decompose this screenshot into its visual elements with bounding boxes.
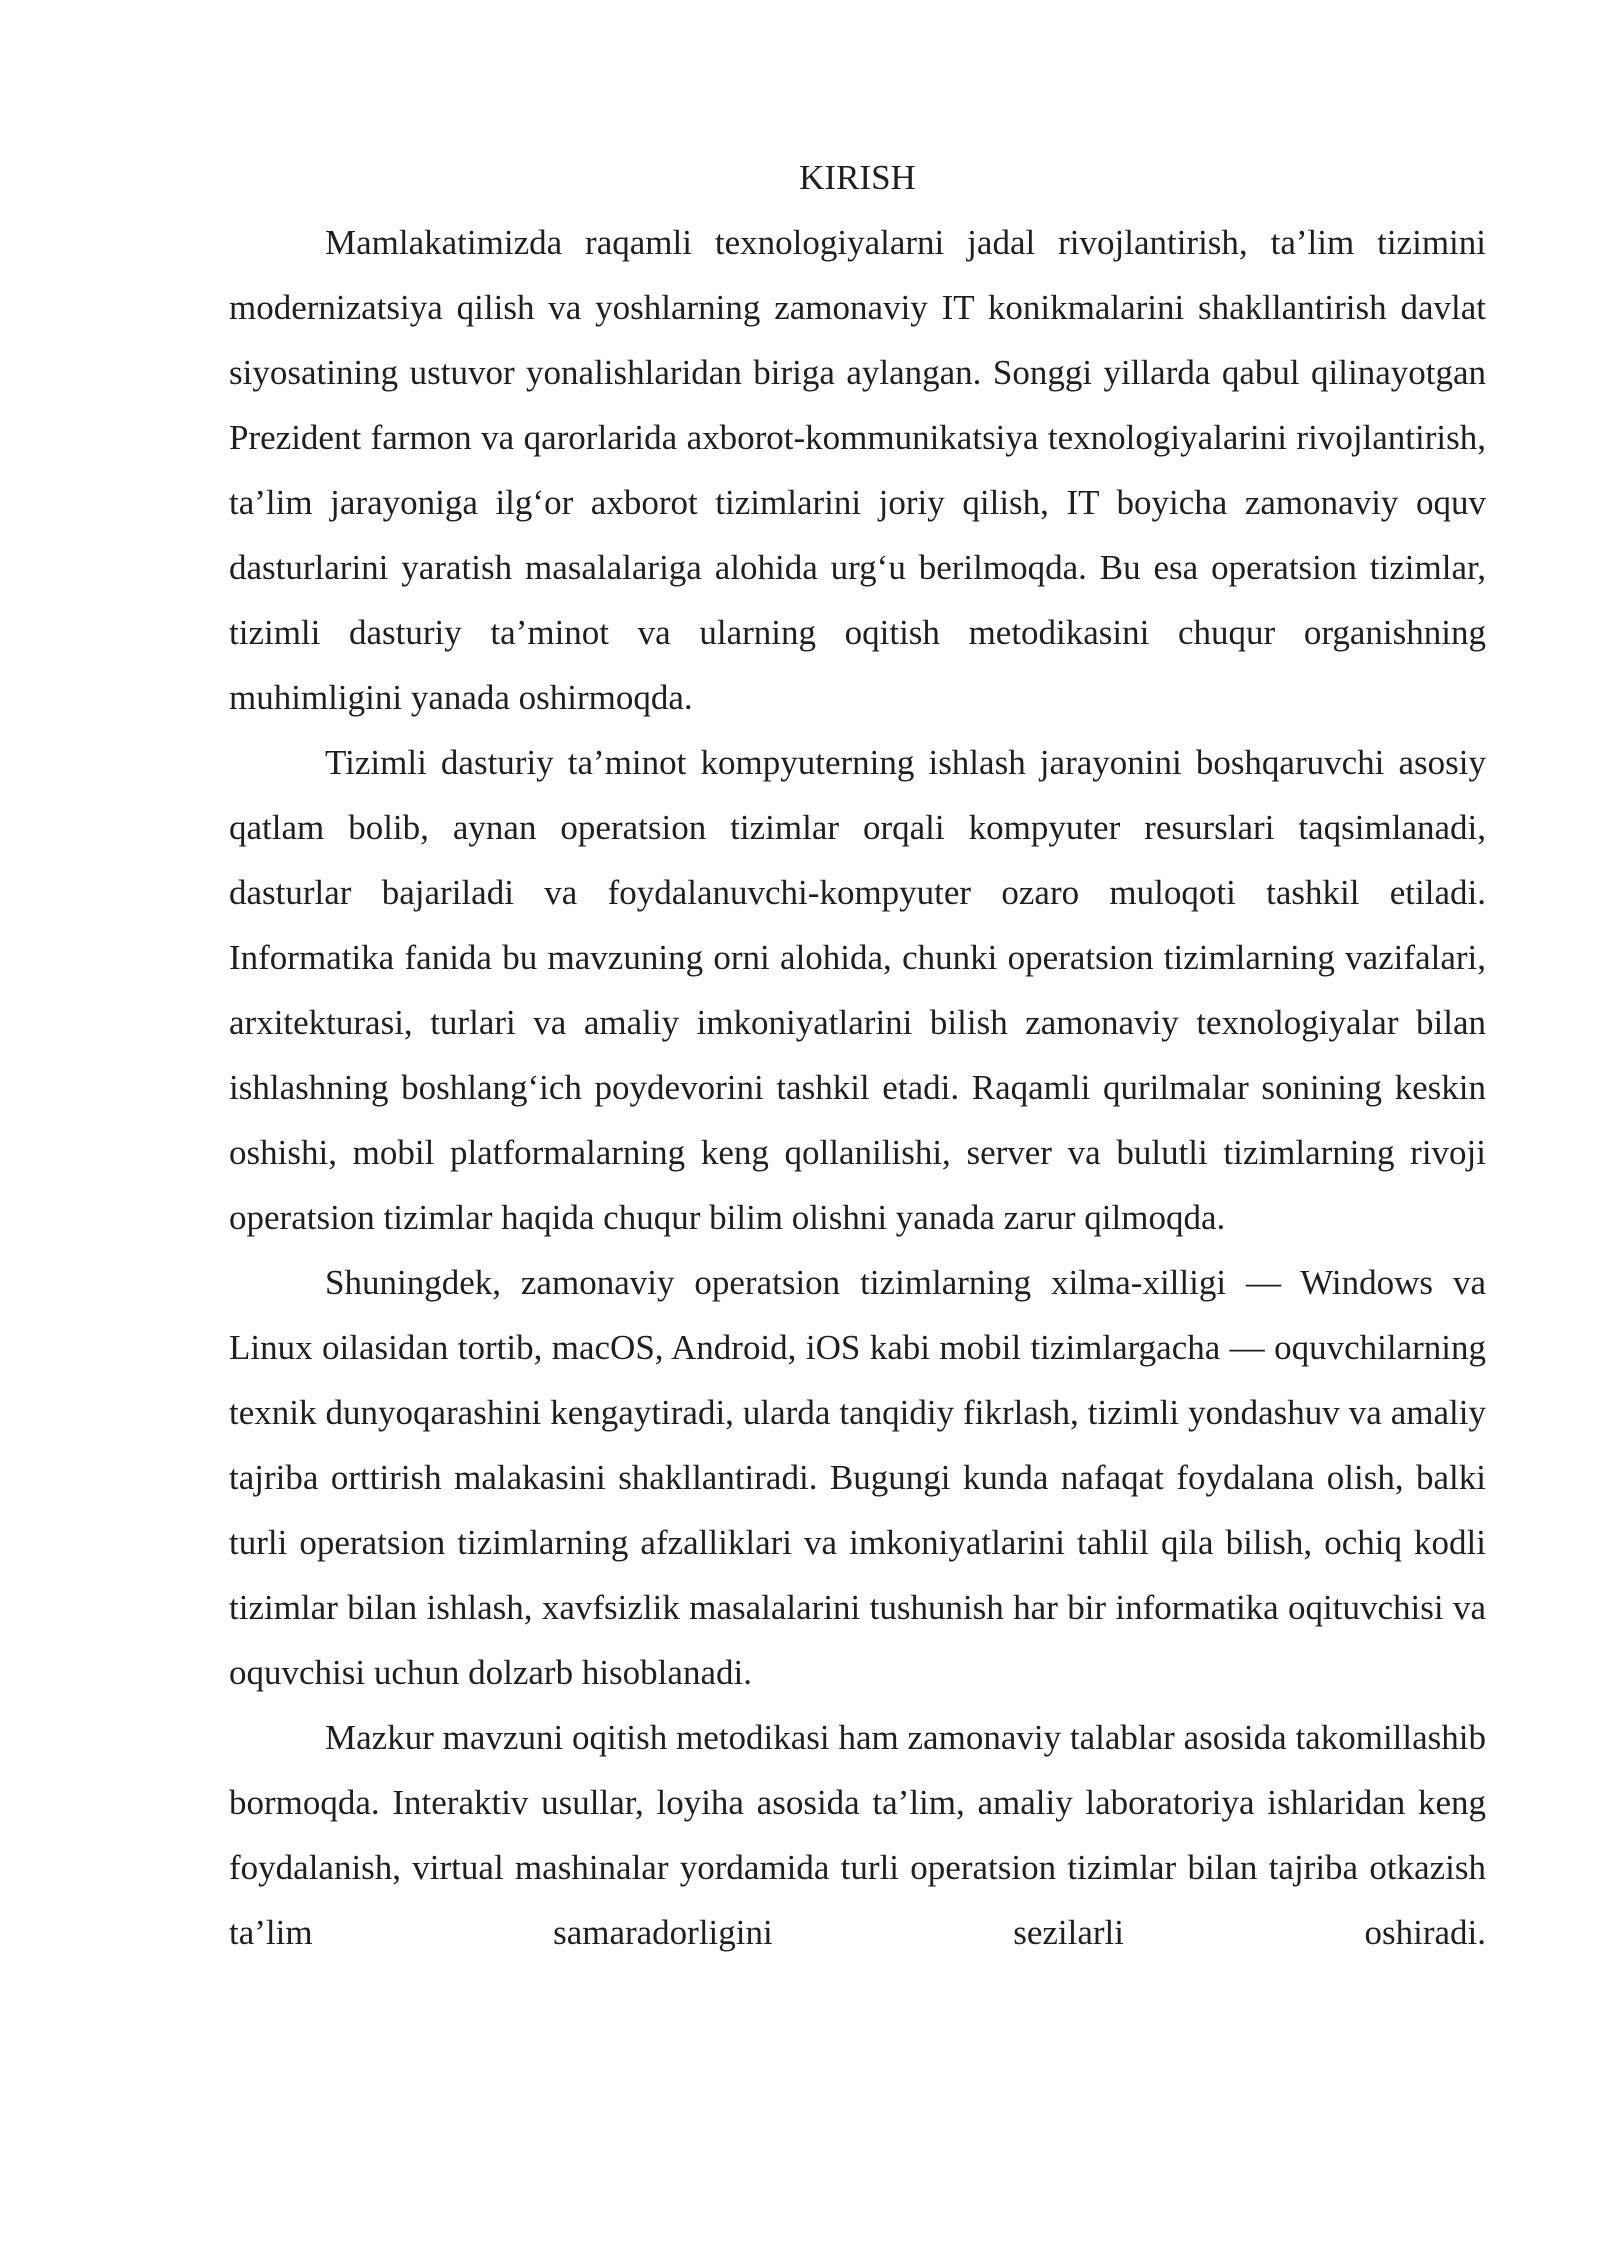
- section-heading: KIRISH: [799, 158, 916, 197]
- paragraph-1: Mamlakatimizda raqamli texnologiyalarni jadal rivojlantirish, ta’lim tizimini modernizatsiya qilish va yoshlarning zamonaviy IT konikmalarini shakllantirish davlat siyosatining ustuvor yonalishlaridan biriga aylangan. Songgi yillarda qabul qilinayotgan Prezident farmon va qarorlarida axborot-kommunikatsiya texnologiyalarini rivojlantirish, ta’lim jarayoniga ilg‘or axborot tizimlarini joriy qilish, IT boyicha zamonaviy oquv dasturlarini yaratish masalalariga alohida urg‘u berilmoqda. Bu esa operatsion tizimlar, tizimli dasturiy ta’minot va ularning oqitish metodikasini chuqur organishning muhimligini yanada oshirmoqda.: [229, 223, 1486, 717]
- paragraph-2: Tizimli dasturiy ta’minot kompyuterning ishlash jarayonini boshqaruvchi asosiy qatlam bolib, aynan operatsion tizimlar orqali kompyuter resurslari taqsimlanadi, dasturlar bajariladi va foydalanuvchi-kompyuter ozaro muloqoti tashkil etiladi. Informatika fanida bu mavzuning orni alohida, chunki operatsion tizimlarning vazifalari, arxitekturasi, turlari va amaliy imkoniyatlarini bilish zamonaviy texnologiyalar bilan ishlashning boshlang‘ich poydevorini tashkil etadi. Raqamli qurilmalar sonining keskin oshishi, mobil platformalarning keng qollanilishi, server va bulutli tizimlarning rivoji operatsion tizimlar haqida chuqur bilim olishni yanada zarur qilmoqda.: [229, 743, 1486, 1237]
- document-body: [229, 145, 1486, 1965]
- paragraph-4: Mazkur mavzuni oqitish metodikasi ham zamonaviy talablar asosida takomillashib bormoqda. Interaktiv usullar, loyiha asosida ta’lim, amaliy laboratoriya ishlaridan keng foydalanish, virtual mashinalar yordamida turli operatsion tizimlar bilan tajriba otkazish ta’lim samaradorligini sezilarli oshiradi.: [229, 1718, 1486, 1952]
- paragraph-3: Shuningdek, zamonaviy operatsion tizimlarning xilma-xilligi — Windows va Linux oilasidan tortib, macOS, Android, iOS kabi mobil tizimlargacha — oquvchilarning texnik dunyoqarashini kengaytiradi, ularda tanqidiy fikrlash, tizimli yondashuv va amaliy tajriba orttirish malakasini shakllantiradi. Bugungi kunda nafaqat foydalana olish, balki turli operatsion tizimlarning afzalliklari va imkoniyatlarini tahlil qila bilish, ochiq kodli tizimlar bilan ishlash, xavfsizlik masalalarini tushunish har bir informatika oqituvchisi va oquvchisi uchun dolzarb hisoblanadi.: [229, 1263, 1486, 1692]
